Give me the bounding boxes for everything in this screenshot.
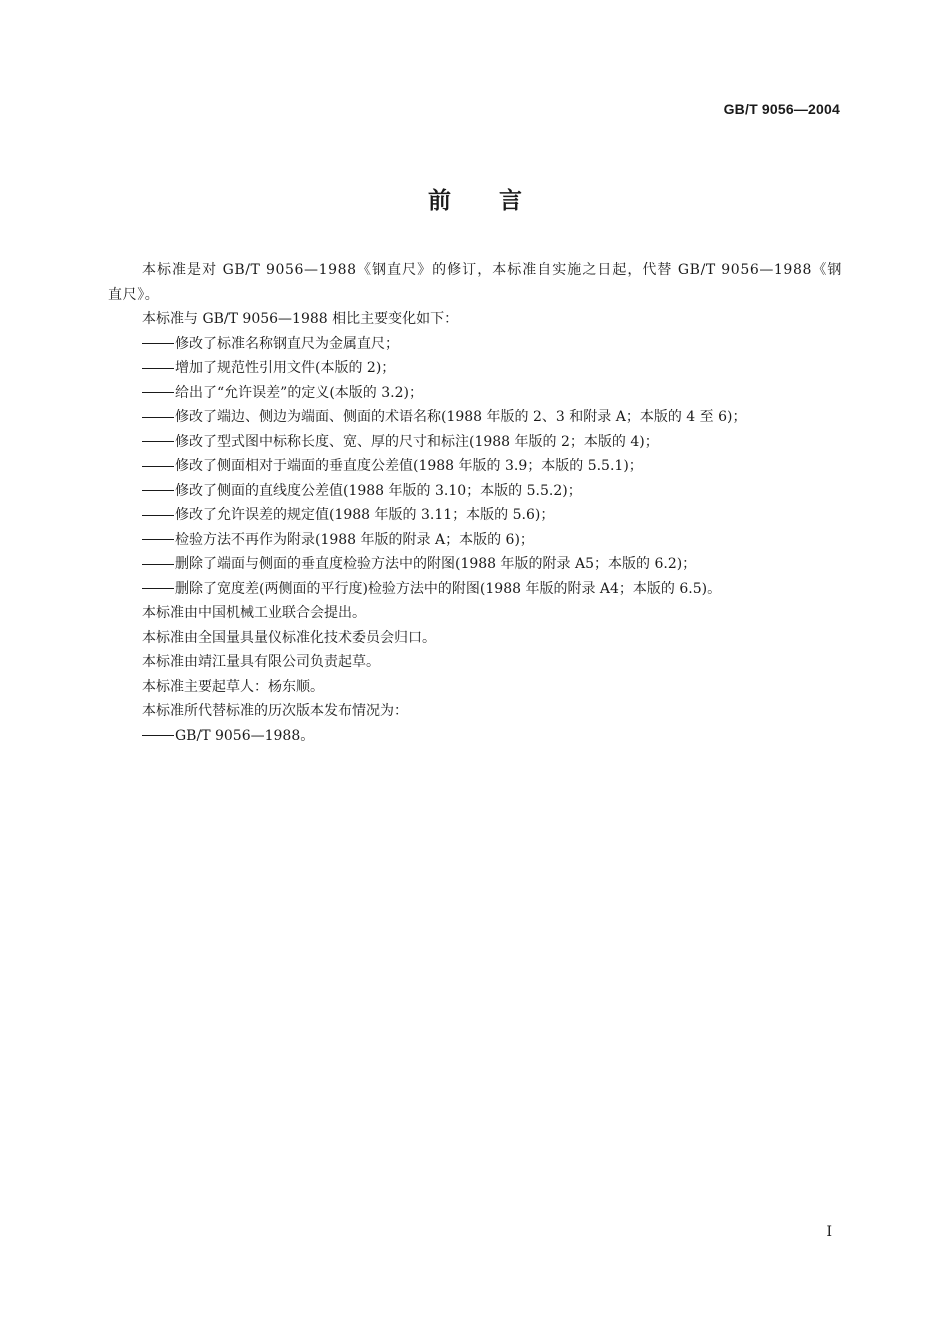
dash-icon (142, 466, 174, 467)
page-number: I (826, 1224, 832, 1240)
list-item-text: GB/T 9056—1988。 (175, 727, 315, 744)
standard-number: GB/T 9056—2004 (723, 101, 840, 117)
dash-icon (142, 417, 174, 418)
list-item (108, 552, 842, 577)
dash-icon (142, 735, 174, 736)
list-item-text: 修改了端边、侧边为端面、侧面的术语名称(1988 年版的 2、3 和附录 A；本版的 4 至 6)； (175, 409, 747, 425)
changes-lead: 本标准与 GB/T 9056—1988 相比主要变化如下： (142, 311, 459, 327)
list-item-text: 增加了规范性引用文件(本版的 2)； (175, 360, 396, 376)
list-item-text: 给出了“允许误差”的定义(本版的 3.2)； (175, 384, 423, 401)
list-item (108, 381, 842, 406)
history-lead: 本标准所代替标准的历次版本发布情况为： (142, 703, 408, 719)
dash-icon (142, 392, 174, 393)
proposed-by: 本标准由中国机械工业联合会提出。 (142, 605, 366, 621)
list-item-text: 修改了型式图中标称长度、宽、厚的尺寸和标注(1988 年版的 2；本版的 4)； (175, 433, 659, 450)
section-title: 前言 (428, 188, 570, 214)
main-drafter: 本标准主要起草人：杨东顺。 (142, 678, 324, 695)
list-item (108, 479, 842, 504)
dash-icon (142, 515, 174, 516)
changes-list (108, 332, 842, 602)
drafted-by: 本标准由靖江量具有限公司负责起草。 (142, 654, 380, 670)
list-item (108, 332, 842, 357)
list-item (108, 454, 842, 479)
dash-icon (142, 539, 174, 540)
dash-icon (142, 441, 174, 442)
list-item (108, 724, 842, 749)
list-item-text: 修改了标准名称钢直尺为金属直尺； (175, 335, 399, 352)
list-item (108, 356, 842, 381)
dash-icon (142, 564, 174, 565)
centralized-by: 本标准由全国量具量仪标准化技术委员会归口。 (142, 629, 436, 646)
list-item-text: 删除了宽度差(两侧面的平行度)检验方法中的附图(1988 年版的附录 A4；本版的 6.5)。 (175, 580, 722, 597)
list-item-text: 修改了允许误差的规定值(1988 年版的 3.11；本版的 5.6)； (175, 507, 555, 523)
list-item (108, 503, 842, 528)
dash-icon (142, 368, 174, 369)
dash-icon (142, 490, 174, 491)
dash-icon (142, 588, 174, 589)
list-item-text: 修改了侧面相对于端面的垂直度公差值(1988 年版的 3.9；本版的 5.5.1)； (175, 458, 643, 474)
list-item (108, 528, 842, 553)
intro-paragraph: 本标准是对 GB/T 9056—1988《钢直尺》的修订，本标准自实施之日起，代替 GB/T 9056—1988《钢直尺》。 (108, 262, 842, 303)
list-item-text: 删除了端面与侧面的垂直度检验方法中的附图(1988 年版的附录 A5；本版的 6.2)； (175, 556, 697, 572)
list-item (108, 430, 842, 455)
history-list (108, 724, 842, 749)
list-item-text: 检验方法不再作为附录(1988 年版的附录 A；本版的 6)； (175, 531, 534, 548)
dash-icon (142, 343, 174, 344)
list-item-text: 修改了侧面的直线度公差值(1988 年版的 3.10；本版的 5.5.2)； (175, 482, 582, 499)
list-item (108, 577, 842, 602)
foreword-body (108, 258, 842, 748)
list-item (108, 405, 842, 430)
